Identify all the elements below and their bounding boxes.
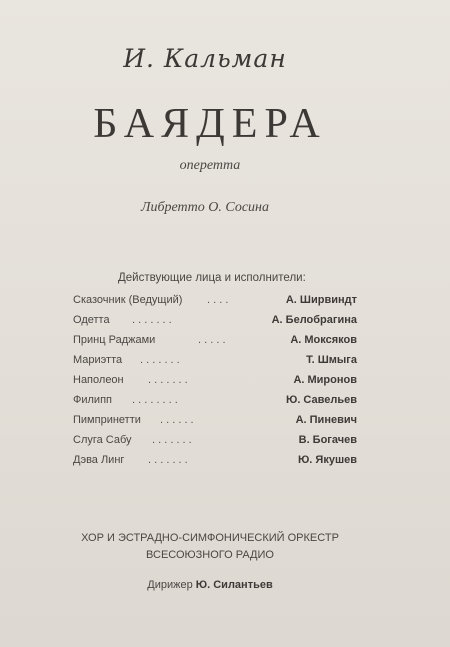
conductor-name: Ю. Силантьев	[195, 579, 273, 591]
cast-dots: . . . . . .	[160, 414, 194, 426]
cast-row	[0, 294, 450, 314]
cast-heading: Действующие лица и исполнители:	[118, 272, 306, 284]
cast-row	[0, 434, 450, 454]
cast-dots: . . . . . . .	[132, 314, 172, 326]
cast-performer: А. Моксяков	[290, 334, 357, 346]
cast-dots: . . . . . . .	[152, 434, 192, 446]
cast-role: Принц Раджами	[73, 334, 156, 346]
cast-row	[0, 334, 450, 354]
cast-dots: . . . . . . . .	[132, 394, 178, 406]
cast-performer: А. Пиневич	[295, 414, 357, 426]
cast-performer: Ю. Якушев	[297, 454, 357, 466]
cast-dots: . . . . .	[198, 334, 226, 346]
choir-orchestra-credit	[0, 530, 420, 564]
cast-row	[0, 314, 450, 334]
cast-role: Мариэтта	[73, 354, 123, 366]
choir-line: ВСЕСОЮЗНОГО РАДИО	[146, 549, 274, 561]
cast-performer: Т. Шмыга	[306, 354, 357, 366]
cast-dots: . . . . . . .	[148, 454, 188, 466]
work-title: БАЯДЕРА	[93, 101, 327, 147]
cast-role: Одетта	[73, 314, 110, 326]
cast-row	[0, 414, 450, 434]
genre-label: оперетта	[179, 158, 241, 173]
cast-dots: . . . .	[207, 294, 229, 306]
composer-name: И. Кальман	[123, 44, 287, 73]
cast-row	[0, 374, 450, 394]
cast-role: Слуга Сабу	[73, 434, 132, 446]
cast-performer: В. Богачев	[298, 434, 357, 446]
libretto-credit: Либретто О. Сосина	[141, 200, 269, 215]
cast-role: Пимпринетти	[73, 414, 141, 426]
cast-dots: . . . . . . .	[148, 374, 188, 386]
cast-role: Наполеон	[73, 374, 124, 386]
cast-performer: А. Миронов	[293, 374, 357, 386]
choir-line: ХОР И ЭСТРАДНО-СИМФОНИЧЕСКИЙ ОРКЕСТР	[81, 532, 339, 544]
cast-row	[0, 454, 450, 474]
cast-dots: . . . . . . .	[140, 354, 180, 366]
cast-role: Филипп	[73, 394, 112, 406]
cast-performer: А. Ширвиндт	[285, 294, 357, 306]
cast-role: Сказочник (Ведущий)	[73, 294, 183, 306]
cast-role: Дэва Линг	[73, 454, 125, 466]
cast-performer: А. Белобрагина	[271, 314, 357, 326]
cast-row	[0, 354, 450, 374]
conductor-label: Дирижер	[147, 579, 193, 591]
cast-row	[0, 394, 450, 414]
cast-performer: Ю. Савельев	[285, 394, 357, 406]
conductor-credit	[0, 579, 420, 591]
